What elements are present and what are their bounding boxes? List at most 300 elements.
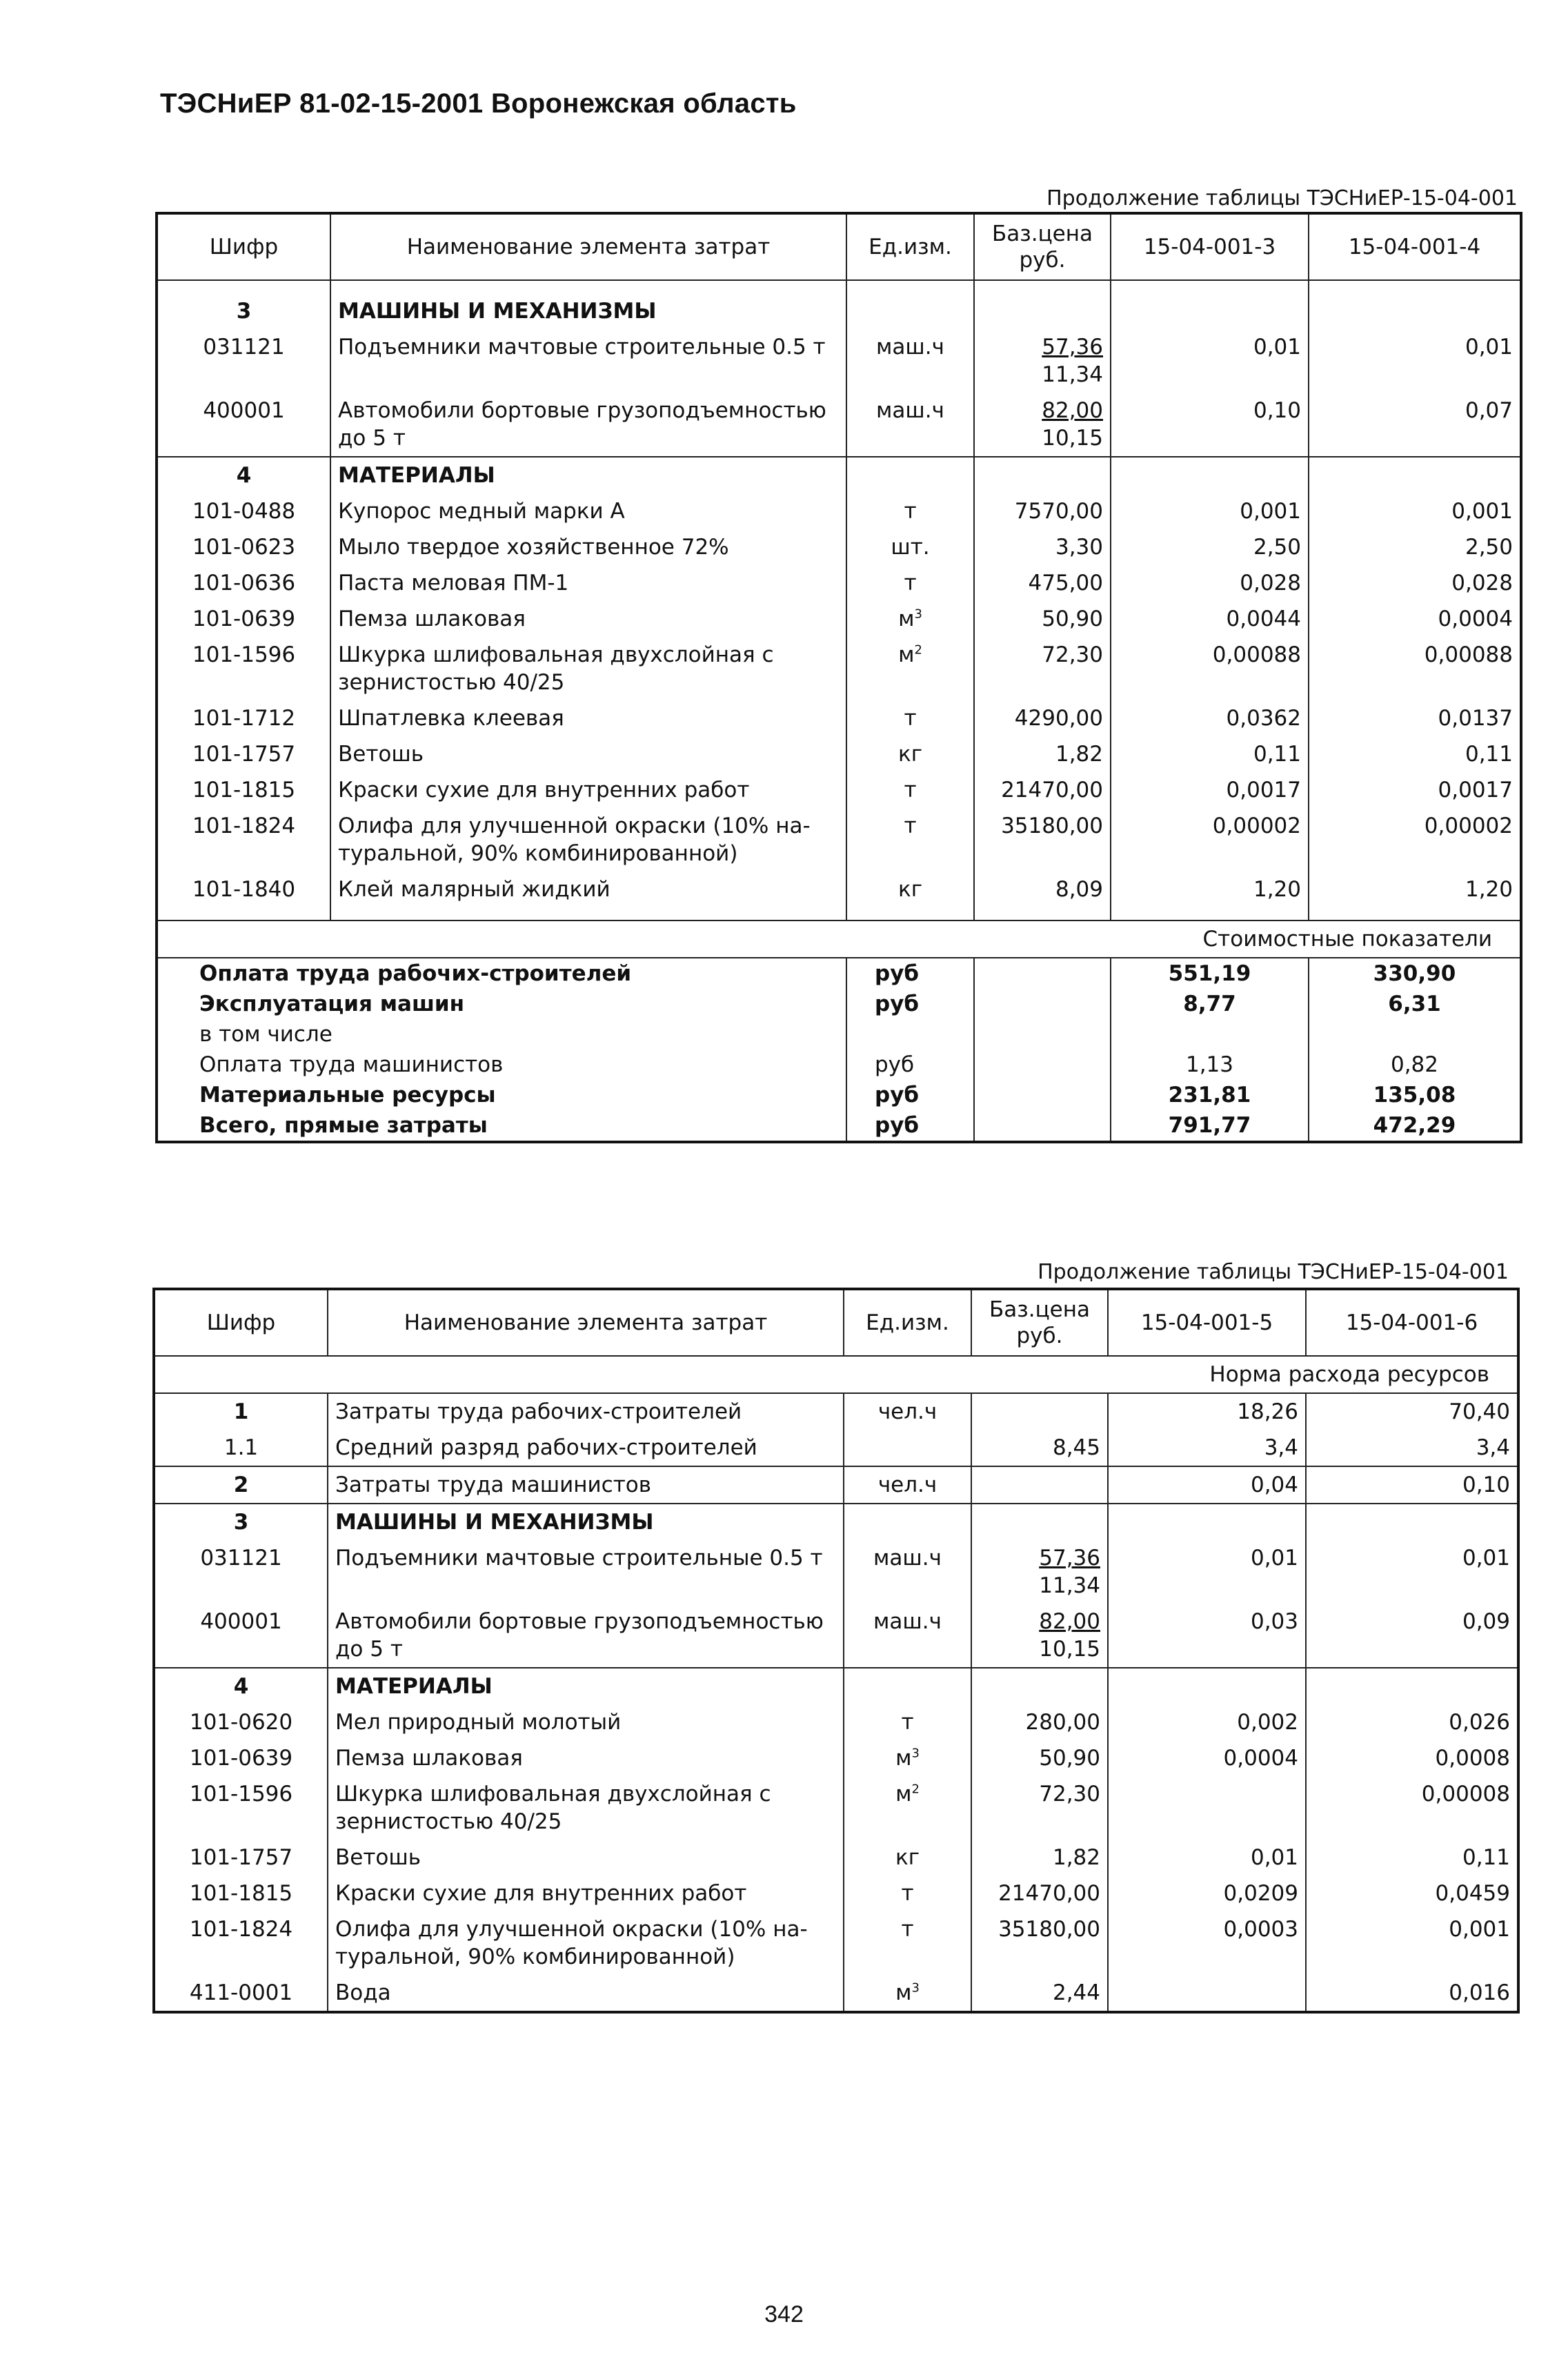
table-row [157,565,1521,601]
empty-cell [974,1080,1111,1110]
norm-cell-2: 0,026 [1306,1704,1518,1740]
price-wage: 11,34 [1042,362,1103,387]
empty-cell [1309,457,1521,493]
unit-cell [846,872,974,907]
empty-cell [1306,1504,1518,1540]
summary-unit [846,1019,974,1050]
norm-cell-2: 0,0017 [1309,772,1521,808]
empty-cell [974,293,1111,329]
col-price-header: Баз.цена руб. [971,1289,1108,1356]
table-row [154,1840,1518,1875]
empty-cell [1306,1668,1518,1704]
section-row [154,1504,1518,1540]
price-cell: 8,09 [974,872,1111,907]
table-row [157,637,1521,700]
unit-cell [846,700,974,736]
name-cell: Шкурка шлифовальная двухслойная с зернистостью 40/25 [330,637,846,700]
price-cell: 4290,00 [974,700,1111,736]
code-cell: 101-1824 [157,808,330,872]
table-row [154,1430,1518,1466]
spacer-cell [157,280,330,293]
code-cell: 400001 [154,1604,328,1668]
page-number: 342 [764,2301,804,2327]
norm-cell-2: 2,50 [1309,529,1521,565]
norm-cell-1: 1,20 [1111,872,1309,907]
spacer-row [157,280,1521,293]
code-cell: 101-0620 [154,1704,328,1740]
section-code: 3 [157,293,330,329]
norm-cell-2: 0,0004 [1309,601,1521,637]
section-title: МАТЕРИАЛЫ [330,457,846,493]
norm-cell-1: 0,11 [1111,736,1309,772]
summary-value-2: 0,82 [1309,1050,1521,1080]
unit-text: маш.ч [873,1609,942,1634]
unit-text: т [901,1917,914,1942]
norm-cell-1: 3,4 [1108,1430,1306,1466]
unit-cell [844,1776,971,1840]
price-cell: 21470,00 [974,772,1111,808]
code-cell: 101-1824 [154,1911,328,1975]
unit-cell [846,736,974,772]
unit-text: м [895,1980,912,2005]
section-row [154,1668,1518,1704]
spacer-cell [1309,280,1521,293]
unit-cell [846,529,974,565]
price-total: 57,36 [1042,335,1103,360]
table-header-row [154,1289,1518,1356]
table-row [154,1604,1518,1668]
col-code-header: Шифр [154,1289,328,1356]
spacer-cell [1309,907,1521,920]
unit-text: кг [897,742,922,767]
table-row [154,1911,1518,1975]
unit-cell [844,1704,971,1740]
unit-text: маш.ч [873,1546,942,1571]
table2-caption: Продолжение таблицы ТЭСНиЕР-15-04-001 [1038,1260,1509,1284]
unit-text: шт. [891,535,930,560]
price-cell [974,393,1111,457]
summary-unit: руб [846,989,974,1019]
document-header: ТЭСНиЕР 81-02-15-2001 Воронежская область [160,88,797,119]
col-norm2-header: 15-04-001-4 [1309,213,1521,280]
name-cell: Мел природный молотый [328,1704,844,1740]
price-cell [971,1393,1108,1430]
code-cell: 031121 [154,1540,328,1604]
summary-value-1: 231,81 [1111,1080,1309,1110]
unit-cell [846,808,974,872]
code-cell: 101-1757 [154,1840,328,1875]
spacer-cell [1111,907,1309,920]
table-row [157,808,1521,872]
section-title: МАШИНЫ И МЕХАНИЗМЫ [328,1504,844,1540]
code-cell: 1 [154,1393,328,1430]
code-cell: 101-1596 [154,1776,328,1840]
empty-cell [974,1019,1111,1050]
price-cell: 1,82 [974,736,1111,772]
summary-row [157,958,1521,989]
norm-cell-2: 0,09 [1306,1604,1518,1668]
price-cell: 72,30 [974,637,1111,700]
table-row [157,529,1521,565]
norm-cell-2: 0,01 [1306,1540,1518,1604]
summary-label: в том числе [157,1019,846,1050]
unit-cell [844,1875,971,1911]
price-cell: 280,00 [971,1704,1108,1740]
resource-table-2 [152,1288,1520,2014]
empty-cell [971,1504,1108,1540]
price-wage: 11,34 [1039,1573,1100,1598]
norm-cell-1 [1108,1776,1306,1840]
code-cell: 101-0488 [157,493,330,529]
spacer-cell [157,907,330,920]
unit-text: м [895,1746,912,1771]
code-cell: 101-1815 [157,772,330,808]
norm-cell-2: 0,016 [1306,1975,1518,2012]
table-row [154,1975,1518,2012]
code-cell: 411-0001 [154,1975,328,2012]
section-title: МАШИНЫ И МЕХАНИЗМЫ [330,293,846,329]
unit-text: м [898,642,915,667]
name-cell: Шпатлевка клеевая [330,700,846,736]
cost-indicators-caption [157,920,1521,958]
norm-cell-1: 0,001 [1111,493,1309,529]
norm-cell-1: 0,0004 [1108,1740,1306,1776]
norm-cell-1: 0,01 [1111,329,1309,393]
norm-cell-2: 0,00002 [1309,808,1521,872]
col-norm2-header: 15-04-001-6 [1306,1289,1518,1356]
price-cell: 21470,00 [971,1875,1108,1911]
name-cell: Пемза шлаковая [330,601,846,637]
unit-text: т [901,1881,914,1906]
price-cell: 8,45 [971,1430,1108,1466]
col-price-header: Баз.цена руб. [974,213,1111,280]
summary-row [157,1080,1521,1110]
norm-cell-2: 0,07 [1309,393,1521,457]
unit-cell [846,772,974,808]
code-cell: 400001 [157,393,330,457]
norm-cell-1: 18,26 [1108,1393,1306,1430]
spacer-cell [330,907,846,920]
caption-cell: Норма расхода ресурсов [154,1356,1518,1393]
summary-unit: руб [846,1080,974,1110]
section-title: МАТЕРИАЛЫ [328,1668,844,1704]
norm-cell-1: 0,0209 [1108,1875,1306,1911]
table1-caption: Продолжение таблицы ТЭСНиЕР-15-04-001 [1046,186,1518,210]
table-row [157,872,1521,907]
price-cell: 35180,00 [971,1911,1108,1975]
unit-text: кг [897,877,922,902]
name-cell: Средний разряд рабочих-строителей [328,1430,844,1466]
unit-cell [844,1975,971,2012]
empty-cell [974,989,1111,1019]
name-cell: Подъемники мачтовые строительные 0.5 т [330,329,846,393]
unit-text: т [904,778,917,803]
unit-cell [846,329,974,393]
name-cell: Затраты труда машинистов [328,1466,844,1504]
unit-exponent: 3 [914,607,922,622]
table-row [154,1393,1518,1430]
summary-label: Эксплуатация машин [157,989,846,1019]
unit-cell [846,637,974,700]
col-norm1-header: 15-04-001-3 [1111,213,1309,280]
code-cell: 101-0639 [157,601,330,637]
name-cell: Ветошь [328,1840,844,1875]
price-cell: 50,90 [974,601,1111,637]
name-cell: Автомобили бортовые грузоподъемностью до 5 т [328,1604,844,1668]
empty-cell [1108,1504,1306,1540]
norm-cell-1: 0,01 [1108,1840,1306,1875]
norm-cell-1: 0,028 [1111,565,1309,601]
norm-cell-2: 0,10 [1306,1466,1518,1504]
norm-cell-2: 1,20 [1309,872,1521,907]
price-cell: 475,00 [974,565,1111,601]
norm-cell-2: 0,01 [1309,329,1521,393]
table-row [157,393,1521,457]
unit-exponent: 2 [914,642,922,658]
summary-value-2: 6,31 [1309,989,1521,1019]
spacer-cell [846,280,974,293]
resource-table-1 [155,212,1522,1143]
table2-body [154,1356,1518,2012]
caption-cell: Стоимостные показатели [157,920,1521,958]
name-cell: Паста меловая ПМ-1 [330,565,846,601]
norm-cell-2: 0,028 [1309,565,1521,601]
spacer-cell [1111,280,1309,293]
table-row [157,736,1521,772]
summary-value-2: 135,08 [1309,1080,1521,1110]
table-row [157,329,1521,393]
price-cell [971,1604,1108,1668]
code-cell: 2 [154,1466,328,1504]
price-cell: 7570,00 [974,493,1111,529]
table-row [154,1704,1518,1740]
summary-row [157,989,1521,1019]
name-cell: Вода [328,1975,844,2012]
unit-cell: чел.ч [844,1393,971,1430]
code-cell: 101-1596 [157,637,330,700]
section-code: 4 [157,457,330,493]
price-wage: 10,15 [1039,1637,1100,1662]
code-cell: 031121 [157,329,330,393]
unit-text: м [895,1782,912,1806]
empty-cell [974,958,1111,989]
summary-row [157,1050,1521,1080]
price-wage: 10,15 [1042,426,1103,451]
price-cell [971,1466,1108,1504]
norm-cell-1: 0,0044 [1111,601,1309,637]
spacer-cell [974,280,1111,293]
summary-label: Оплата труда рабочих-строителей [157,958,846,989]
norm-cell-1 [1108,1975,1306,2012]
empty-cell [974,1110,1111,1142]
code-cell: 101-0636 [157,565,330,601]
summary-value-1: 8,77 [1111,989,1309,1019]
norm-cell-1: 0,10 [1111,393,1309,457]
price-cell: 2,44 [971,1975,1108,2012]
name-cell: Затраты труда рабочих-строителей [328,1393,844,1430]
code-cell: 101-0623 [157,529,330,565]
empty-cell [971,1668,1108,1704]
name-cell: Ветошь [330,736,846,772]
norm-cell-2: 0,0137 [1309,700,1521,736]
col-norm1-header: 15-04-001-5 [1108,1289,1306,1356]
empty-cell [846,457,974,493]
norm-cell-1: 0,0003 [1108,1911,1306,1975]
unit-cell [846,565,974,601]
norm-cell-2: 0,11 [1309,736,1521,772]
name-cell: Пемза шлаковая [328,1740,844,1776]
name-cell: Шкурка шлифовальная двухслойная с зернистостью 40/25 [328,1776,844,1840]
spacer-cell [330,280,846,293]
name-cell: Олифа для улучшенной окраски (10% на-туральной, 90% комбинированной) [328,1911,844,1975]
norm-cell-1: 0,0362 [1111,700,1309,736]
norm-cell-2: 0,001 [1306,1911,1518,1975]
section-code: 4 [154,1668,328,1704]
empty-cell [844,1504,971,1540]
price-cell: 35180,00 [974,808,1111,872]
price-total: 82,00 [1042,398,1103,423]
norm-cell-2: 0,0459 [1306,1875,1518,1911]
section-code: 3 [154,1504,328,1540]
summary-value-1 [1111,1019,1309,1050]
name-cell: Купорос медный марки А [330,493,846,529]
empty-cell [1108,1668,1306,1704]
unit-text: т [904,499,917,524]
norm-cell-1: 0,01 [1108,1540,1306,1604]
name-cell: Краски сухие для внутренних работ [330,772,846,808]
name-cell: Мыло твердое хозяйственное 72% [330,529,846,565]
spacer-cell [974,907,1111,920]
table-row [154,1740,1518,1776]
summary-label: Материальные ресурсы [157,1080,846,1110]
norm-cell-2: 0,001 [1309,493,1521,529]
table-row [157,700,1521,736]
summary-row [157,1019,1521,1050]
unit-cell [846,393,974,457]
spacer-row [157,907,1521,920]
table-row [154,1466,1518,1504]
price-cell: 1,82 [971,1840,1108,1875]
unit-text: м [898,607,915,631]
col-name-header: Наименование элемента затрат [328,1289,844,1356]
summary-row [157,1110,1521,1142]
name-cell: Олифа для улучшенной окраски (10% на-туральной, 90% комбинированной) [330,808,846,872]
unit-cell [844,1540,971,1604]
norm-cell-2: 0,0008 [1306,1740,1518,1776]
name-cell: Автомобили бортовые грузоподъемностью до 5 т [330,393,846,457]
unit-cell [844,1604,971,1668]
unit-cell [846,601,974,637]
summary-value-2 [1309,1019,1521,1050]
norm-cell-2: 3,4 [1306,1430,1518,1466]
code-cell: 1.1 [154,1430,328,1466]
unit-cell: чел.ч [844,1466,971,1504]
table-row [154,1776,1518,1840]
unit-cell [844,1430,971,1466]
price-total: 82,00 [1039,1609,1100,1634]
unit-cell [846,493,974,529]
unit-text: маш.ч [876,335,944,360]
price-total: 57,36 [1039,1546,1100,1571]
norm-cell-1: 0,00002 [1111,808,1309,872]
unit-cell [844,1911,971,1975]
unit-text: т [904,571,917,595]
norm-cell-1: 0,00088 [1111,637,1309,700]
code-cell: 101-1840 [157,872,330,907]
price-cell: 50,90 [971,1740,1108,1776]
norm-cell-1: 0,03 [1108,1604,1306,1668]
unit-text: кг [895,1845,920,1870]
code-cell: 101-1815 [154,1875,328,1911]
unit-cell [844,1840,971,1875]
norm-cell-1: 0,0017 [1111,772,1309,808]
unit-text: т [901,1710,914,1735]
norm-cell-1: 0,002 [1108,1704,1306,1740]
summary-value-2: 330,90 [1309,958,1521,989]
unit-text: маш.ч [876,398,944,423]
section-row [157,457,1521,493]
code-cell: 101-0639 [154,1740,328,1776]
col-name-header: Наименование элемента затрат [330,213,846,280]
code-cell: 101-1712 [157,700,330,736]
name-cell: Краски сухие для внутренних работ [328,1875,844,1911]
summary-value-1: 551,19 [1111,958,1309,989]
price-cell: 3,30 [974,529,1111,565]
spacer-cell [846,907,974,920]
unit-exponent: 3 [911,1746,920,1761]
norm-cell-2: 70,40 [1306,1393,1518,1430]
norm-cell-1: 2,50 [1111,529,1309,565]
summary-value-1: 1,13 [1111,1050,1309,1080]
norm-cell-1: 0,04 [1108,1466,1306,1504]
unit-text: т [904,706,917,731]
price-cell [974,329,1111,393]
norm-cell-2: 0,00088 [1309,637,1521,700]
price-cell: 72,30 [971,1776,1108,1840]
summary-unit: руб [846,1110,974,1142]
summary-unit: руб [846,958,974,989]
unit-exponent: 2 [911,1782,920,1797]
norm-cell-2: 0,11 [1306,1840,1518,1875]
unit-text: т [904,814,917,838]
col-code-header: Шифр [157,213,330,280]
table1-body [157,280,1521,1142]
col-unit-header: Ед.изм. [846,213,974,280]
table-row [154,1540,1518,1604]
norm-caption [154,1356,1518,1393]
table-header-row [157,213,1521,280]
summary-value-2: 472,29 [1309,1110,1521,1142]
table-row [157,493,1521,529]
name-cell: Клей малярный жидкий [330,872,846,907]
name-cell: Подъемники мачтовые строительные 0.5 т [328,1540,844,1604]
col-unit-header: Ед.изм. [844,1289,971,1356]
empty-cell [974,457,1111,493]
summary-unit: руб [846,1050,974,1080]
unit-exponent: 3 [911,1980,920,1996]
empty-cell [1111,293,1309,329]
table-row [157,601,1521,637]
table-row [154,1875,1518,1911]
empty-cell [846,293,974,329]
summary-label: Оплата труда машинистов [157,1050,846,1080]
empty-cell [974,1050,1111,1080]
table-row [157,772,1521,808]
summary-value-1: 791,77 [1111,1110,1309,1142]
empty-cell [1309,293,1521,329]
norm-cell-2: 0,00008 [1306,1776,1518,1840]
empty-cell [1111,457,1309,493]
